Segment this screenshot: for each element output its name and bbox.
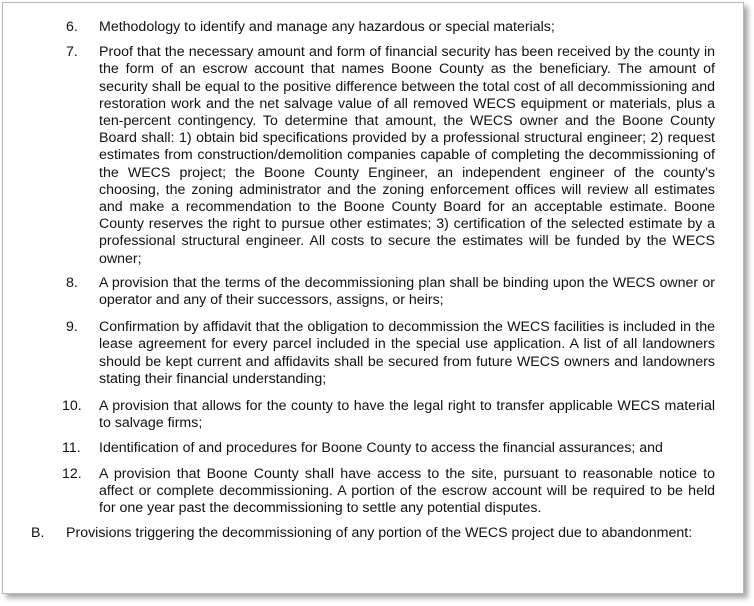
- item-text: Proof that the necessary amount and form of financial security has been received by the county in the form of an escrow account that names Boone County as the beneficiary. The amount of security shall be equal to the positive difference between the total cost of all decommissioning and restoration work and the net salvage value of all removed WECS equipment or materials, plus a ten-percent contingency. To determine that amount, the WECS owner and the Boone County Board shall: 1) obtain bid specifications provided by a professional structural engineer; 2) request estimates from construction/demolition companies capable of completing the decommissioning of the WECS project; the Boone County Engineer, an independent engineer of the county's choosing, the zoning administrator and the zoning enforcement offices will review all estimates and make a recommendation to the Boone County Board for an acceptable estimate. Boone County reserves the right to pursue other estimates; 3) certification of the selected estimate by a professional structural engineer. All costs to secure the estimates will be funded by the WECS owner;: [99, 44, 715, 267]
- list-item-7: [3, 44, 744, 268]
- item-text: A provision that allows for the county to have the legal right to transfer applicable WECS material to salvage firms;: [99, 398, 715, 432]
- item-text: A provision that the terms of the decommissioning plan shall be binding upon the WECS owner or operator and any of their successors, assigns, or heirs;: [99, 274, 715, 309]
- list-item-12: [3, 466, 744, 518]
- item-number: 6.: [66, 19, 78, 35]
- item-text: Confirmation by affidavit that the obligation to decommission the WECS facilities is included in the lease agreement for every parcel included in the special use application. A list of all landowners should be kept current and affidavits shall be secured from future WECS owners and landowners stating their financial understanding;: [99, 319, 715, 387]
- list-item-11: [3, 440, 744, 457]
- item-text: Identification of and procedures for Boone County to access the financial assurances; and: [99, 440, 663, 457]
- item-text: A provision that Boone County shall have access to the site, pursuant to reasonable notice to affect or complete decommissioning. A portion of the escrow account will be required to be held for one year past the decommissioning to settle any potential disputes.: [99, 465, 715, 517]
- item-number: 9.: [66, 319, 78, 336]
- list-item-9: [3, 319, 744, 388]
- list-item-8: [3, 275, 744, 309]
- item-number: 11.: [62, 440, 81, 457]
- document-body: [3, 19, 744, 542]
- item-number: 8.: [66, 274, 78, 291]
- document-page: [2, 2, 744, 594]
- item-number: 12.: [62, 465, 82, 482]
- item-text: Methodology to identify and manage any hazardous or special materials;: [99, 19, 555, 35]
- section-b: [3, 525, 744, 542]
- section-text: Provisions triggering the decommissioning of any portion of the WECS project due to abandonment:: [66, 525, 693, 542]
- section-letter: B.: [31, 525, 45, 542]
- list-item-10: [3, 398, 744, 432]
- list-item-6: [3, 19, 744, 36]
- item-number: 10.: [62, 398, 82, 415]
- item-number: 7.: [66, 44, 78, 61]
